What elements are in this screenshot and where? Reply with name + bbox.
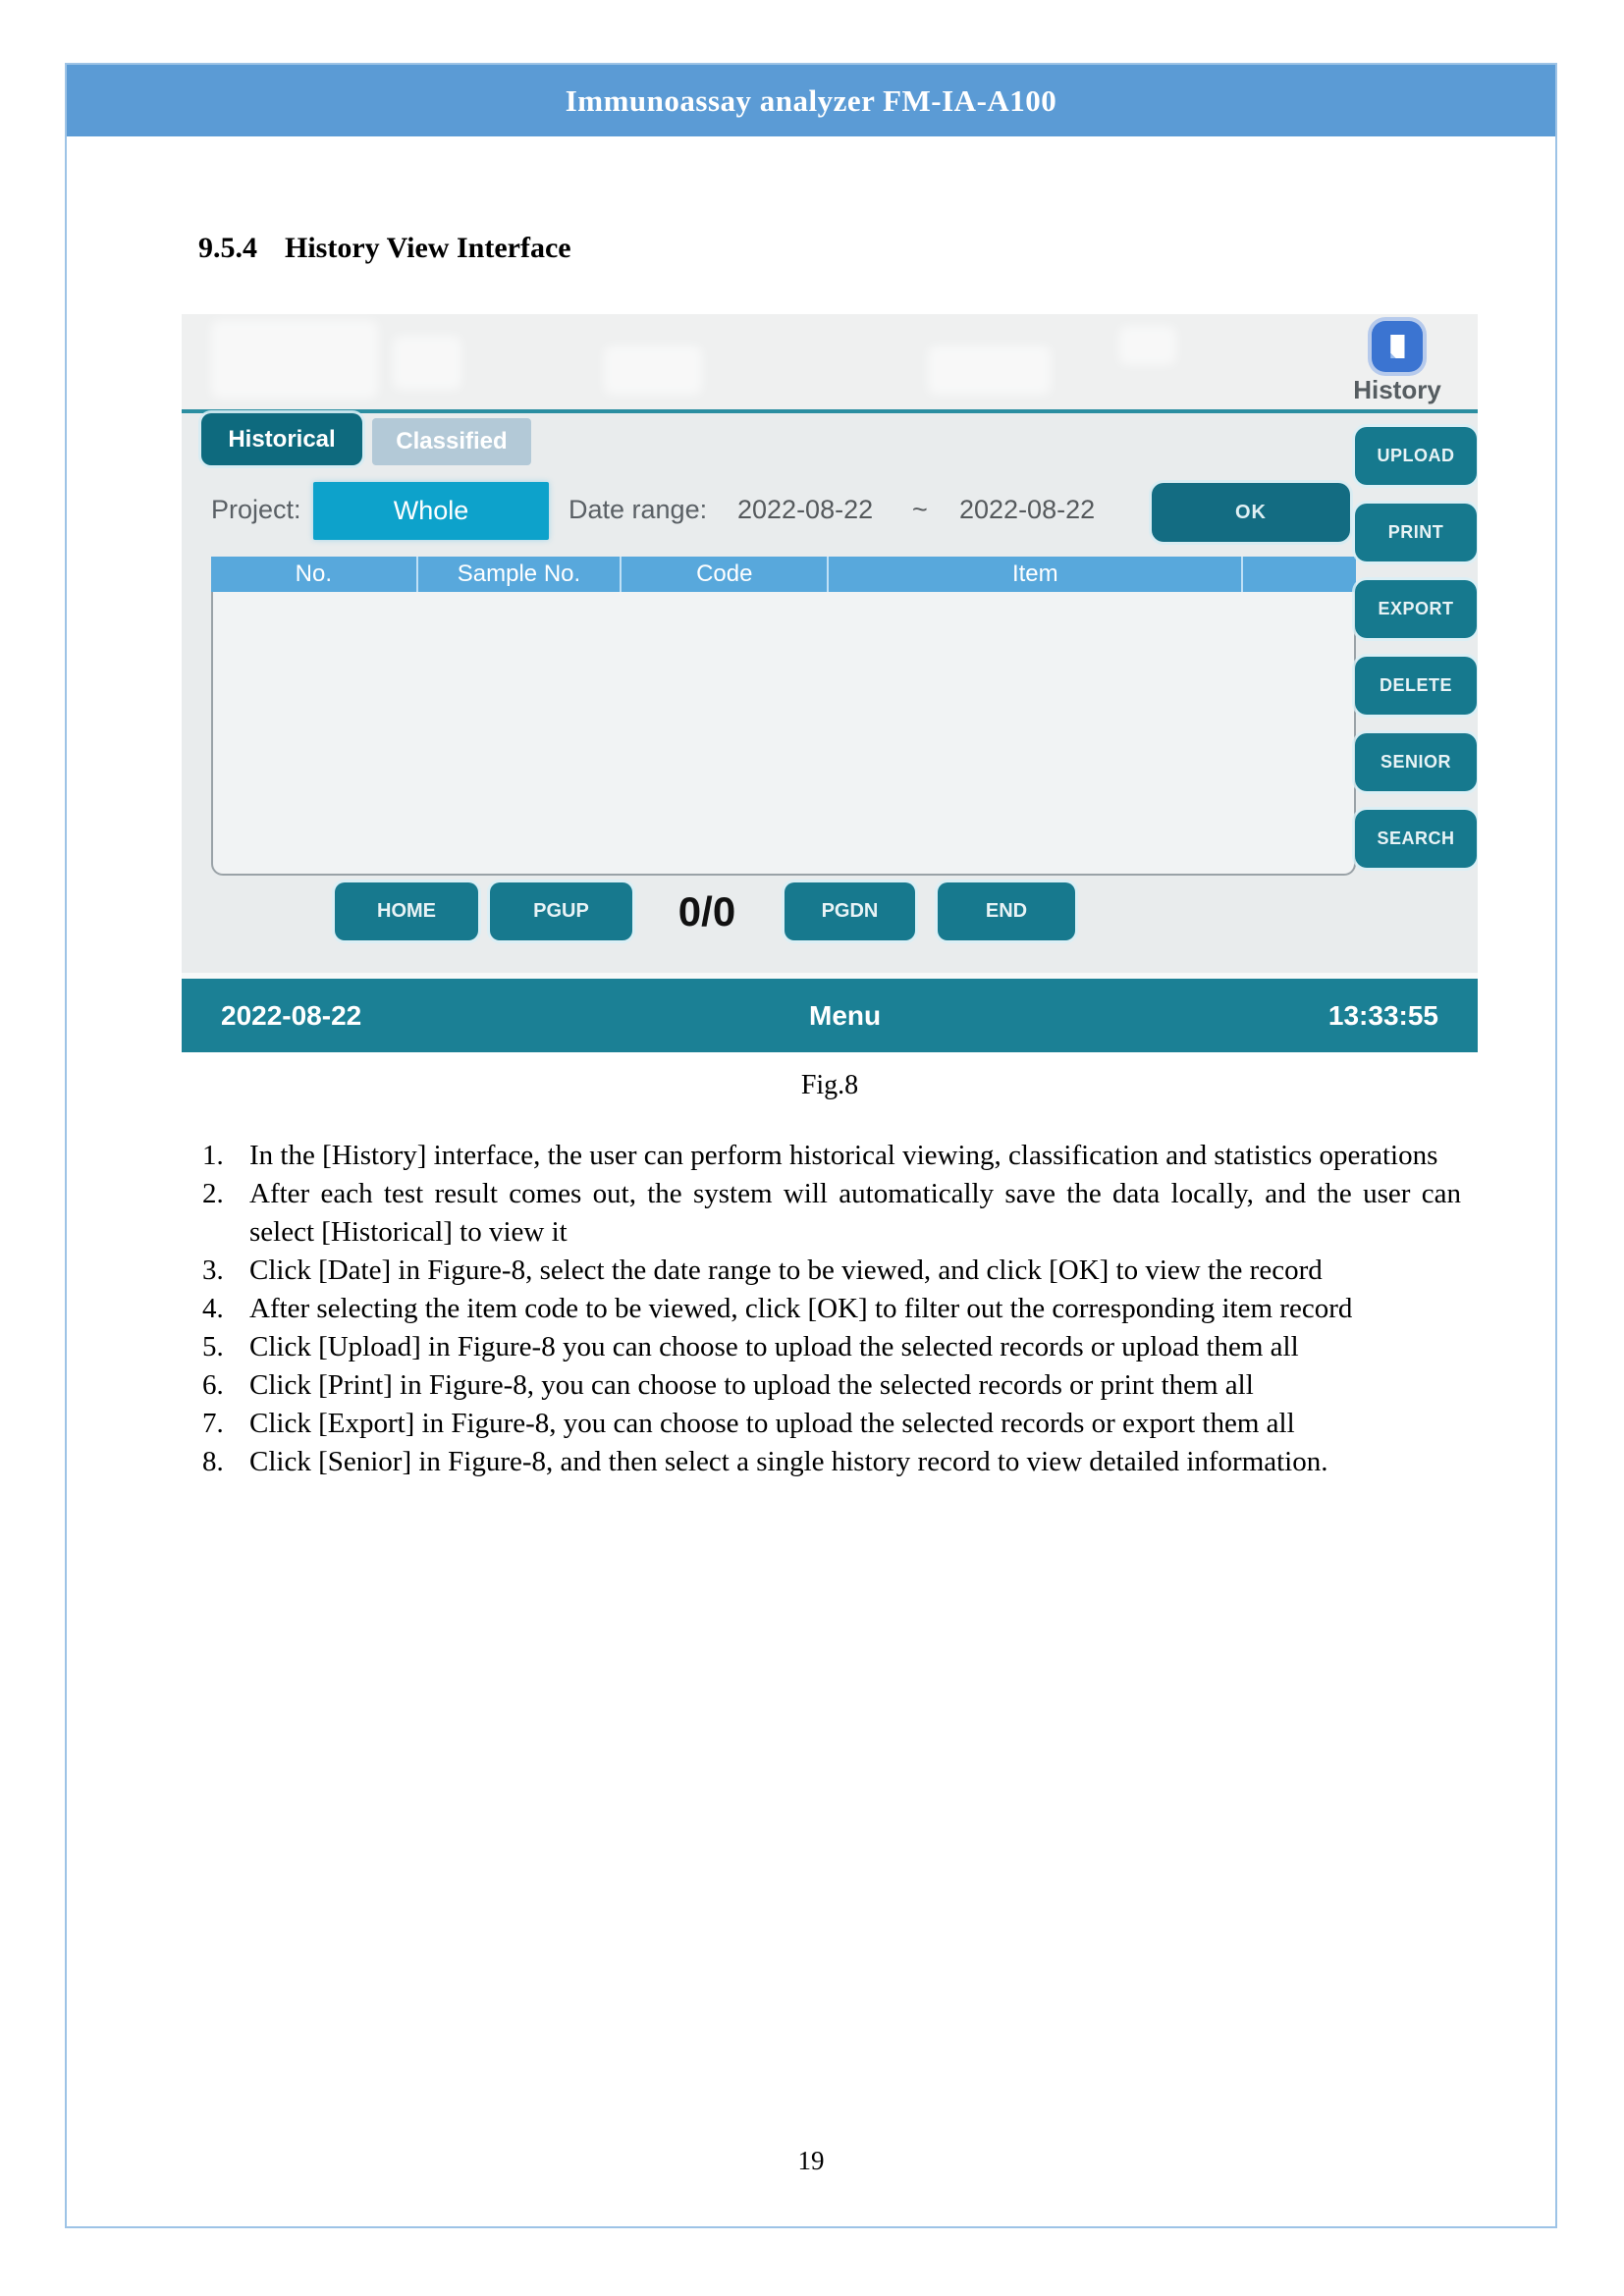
list-item-number: 7. <box>202 1408 224 1439</box>
date-to-field[interactable]: 2022-08-22 <box>959 495 1096 524</box>
table-header-code: Code <box>620 557 827 592</box>
table-body-empty <box>211 592 1356 876</box>
status-bar <box>182 979 1478 1052</box>
list-item <box>198 1405 1461 1443</box>
list-item-number: 6. <box>202 1369 224 1401</box>
end-button[interactable]: END <box>938 882 1075 940</box>
table-header-row <box>211 557 1356 592</box>
figure-8-screenshot <box>182 314 1478 1052</box>
pgdn-button[interactable]: PGDN <box>785 882 915 940</box>
history-records-table <box>211 557 1356 876</box>
history-icon-label: History <box>1353 375 1441 404</box>
date-range-label: Date range: <box>568 495 708 524</box>
ok-button[interactable]: OK <box>1152 483 1350 542</box>
list-item <box>198 1175 1461 1252</box>
list-item-text: After selecting the item code to be viewed, click [OK] to filter out the corresponding item record <box>249 1293 1353 1324</box>
status-date: 2022-08-22 <box>221 999 362 1031</box>
list-item-text: In the [History] interface, the user can perform historical viewing, classification and statistics operations <box>249 1140 1438 1171</box>
pgup-button[interactable]: PGUP <box>490 882 632 940</box>
table-header-item: Item <box>827 557 1241 592</box>
list-item-text: Click [Upload] in Figure-8 you can choose to upload the selected records or upload them all <box>249 1331 1299 1362</box>
list-item-number: 1. <box>202 1140 224 1171</box>
tab-classified[interactable]: Classified <box>372 418 531 465</box>
page-number: 19 <box>797 2146 825 2175</box>
instruction-list <box>198 1137 1461 1481</box>
section-heading <box>198 232 571 265</box>
page-counter: 0/0 <box>677 888 736 934</box>
list-item <box>198 1443 1461 1481</box>
project-label: Project: <box>211 495 301 524</box>
list-item-text: Click [Date] in Figure-8, select the date range to be viewed, and click [OK] to view the record <box>249 1255 1323 1286</box>
faded-toolbar-artifact <box>393 336 461 390</box>
list-item-number: 3. <box>202 1255 224 1286</box>
search-button[interactable]: SEARCH <box>1355 810 1477 868</box>
menu-button[interactable]: Menu <box>809 999 882 1031</box>
document-header-banner <box>67 65 1555 136</box>
list-item-text: Click [Export] in Figure-8, you can choose to upload the selected records or export them all <box>249 1408 1295 1439</box>
table-header-sample-no: Sample No. <box>416 557 621 592</box>
date-range-separator: ~ <box>912 495 928 524</box>
faded-toolbar-artifact <box>211 320 378 399</box>
faded-toolbar-artifact <box>604 346 702 395</box>
upload-button[interactable]: UPLOAD <box>1355 427 1477 485</box>
list-item-number: 8. <box>202 1446 224 1477</box>
status-time: 13:33:55 <box>1327 999 1438 1031</box>
tab-historical[interactable]: Historical <box>201 413 362 465</box>
project-select-button[interactable]: Whole <box>313 482 549 540</box>
list-item <box>198 1290 1461 1328</box>
document-title: Immunoassay analyzer FM-IA-A100 <box>565 82 1057 118</box>
table-header-empty <box>1241 557 1356 592</box>
list-item-text: After each test result comes out, the system will automatically save the data locally, and the user can select [Historical] to view it <box>249 1178 1461 1248</box>
list-item <box>198 1366 1461 1405</box>
list-item <box>198 1328 1461 1366</box>
list-item-number: 5. <box>202 1331 224 1362</box>
date-from-field[interactable]: 2022-08-22 <box>737 495 874 524</box>
delete-button[interactable]: DELETE <box>1355 657 1477 715</box>
list-item-text: Click [Print] in Figure-8, you can choose to upload the selected records or print them all <box>249 1369 1254 1401</box>
note-glyph <box>1380 329 1415 364</box>
section-title: History View Interface <box>285 232 571 264</box>
print-button[interactable]: PRINT <box>1355 504 1477 561</box>
list-item-text: Click [Senior] in Figure-8, and then select a single history record to view detailed information. <box>249 1446 1328 1477</box>
export-button[interactable]: EXPORT <box>1355 580 1477 638</box>
list-item <box>198 1252 1461 1290</box>
screenshot-top-strip <box>182 314 1478 409</box>
home-button[interactable]: HOME <box>335 882 478 940</box>
figure-caption: Fig.8 <box>800 1070 859 1100</box>
list-item-number: 2. <box>202 1178 224 1209</box>
faded-toolbar-artifact <box>928 346 1051 395</box>
teal-divider-rule <box>182 409 1478 413</box>
list-item-number: 4. <box>202 1293 224 1324</box>
page-frame <box>65 63 1557 2228</box>
table-header-no: No. <box>295 561 333 587</box>
senior-button[interactable]: SENIOR <box>1355 733 1477 791</box>
faded-toolbar-artifact <box>1119 326 1176 365</box>
list-item <box>198 1137 1461 1175</box>
history-icon[interactable] <box>1372 321 1423 372</box>
section-number: 9.5.4 <box>198 232 257 264</box>
